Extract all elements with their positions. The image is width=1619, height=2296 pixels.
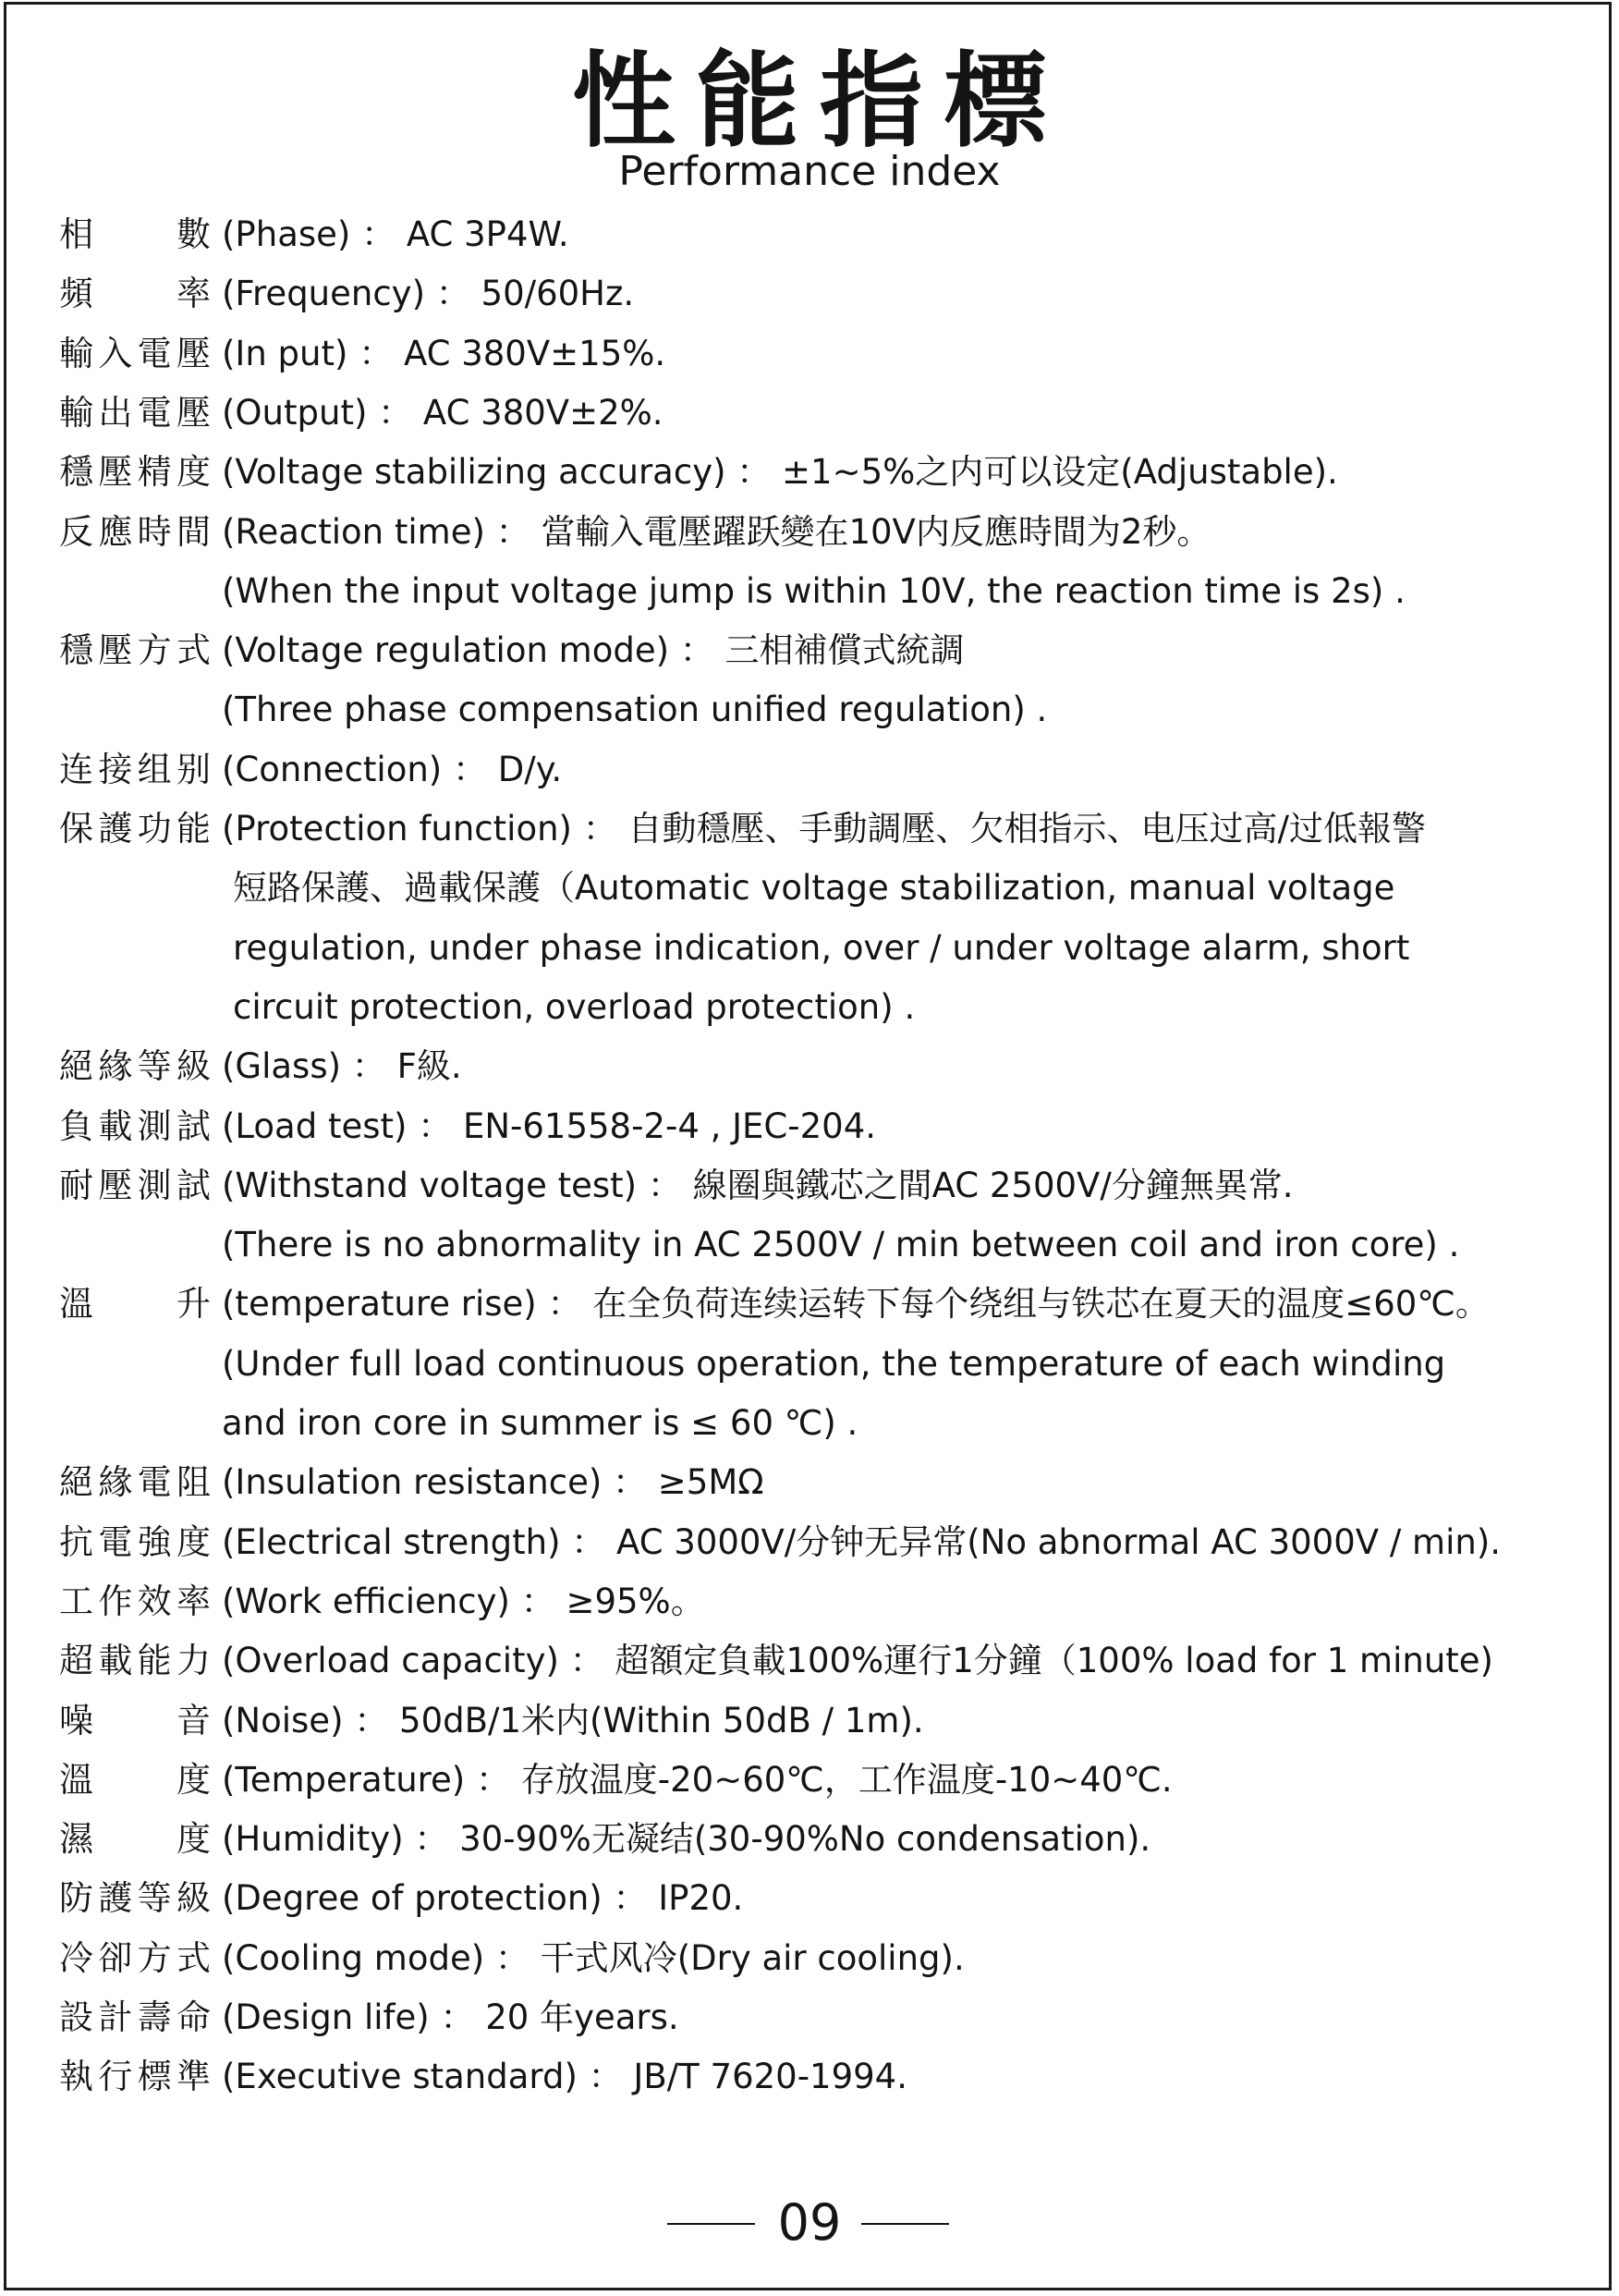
spec-label: 防護等級 [59,1878,211,1918]
spec-value: (Degree of protection) ： IP20. [222,1878,744,1918]
spec-line [0,978,1619,1037]
spec-line [0,1869,1619,1928]
spec-label: 耐壓測試 [59,1166,211,1205]
spec-line [0,503,1619,562]
spec-value: (Protection function) ： 自動穩壓、手動調壓、欠相指示、电压过高/过低報警 [222,809,1426,849]
spec-label: 超載能力 [59,1641,211,1680]
footer-rule-left [667,2223,755,2225]
spec-value: circuit protection, overload protection) . [233,987,916,1027]
spec-value: (Insulation resistance) ： ≥5MΩ [222,1462,764,1502]
spec-label: 絕緣等級 [59,1046,211,1086]
spec-line [0,621,1619,680]
spec-value: (Work efficiency) ： ≥95%。 [222,1582,705,1621]
page-title: 性能指標 [572,42,1067,162]
spec-value: (Executive standard) ： JB/T 7620-1994. [222,2057,907,2096]
spec-label: 相數 [59,214,211,254]
spec-line [0,1275,1619,1334]
spec-value: (Voltage stabilizing accuracy) ： ±1~5%之内可以设定(Adjustable). [222,452,1338,492]
spec-line [0,562,1619,621]
spec-value: (Humidity) ： 30-90%无凝结(30-90%No condensation). [222,1819,1151,1859]
spec-value: (There is no abnormality in AC 2500V / min between coil and iron core) . [222,1225,1460,1264]
spec-label: 反應時間 [59,512,211,552]
spec-line [0,800,1619,859]
page-footer [0,2191,1619,2255]
spec-line [0,384,1619,443]
spec-value: (Design life) ： 20 年years. [222,1997,679,2037]
spec-line [0,1691,1619,1751]
spec-line [0,680,1619,739]
spec-line [0,740,1619,800]
spec-value: (When the input voltage jump is within 10V, the reaction time is 2s) . [222,571,1406,611]
spec-value: (Phase) ： AC 3P4W. [222,214,569,254]
spec-value: (In put) ： AC 380V±15%. [222,334,666,373]
spec-value: (Load test) ： EN-61558-2-4 , JEC-204. [222,1106,877,1146]
spec-line [0,1215,1619,1275]
spec-value: (temperature rise) ： 在全负荷连续运转下每个绕组与铁芯在夏天的温度≤60℃。 [222,1284,1490,1324]
spec-label: 負載測試 [59,1106,211,1146]
spec-label: 穩壓方式 [59,630,211,670]
spec-label: 絕緣電阻 [59,1462,211,1502]
spec-label: 輸出電壓 [59,393,211,433]
spec-value: (Cooling mode) ： 干式风冷(Dry air cooling). [222,1938,965,1978]
spec-line [0,1988,1619,2047]
spec-line [0,1751,1619,1810]
spec-value: (Withstand voltage test) ： 線圈與鐵芯之間AC 2500V/分鐘無異常. [222,1166,1294,1205]
spec-label: 穩壓精度 [59,452,211,492]
spec-line [0,919,1619,978]
spec-label: 溫升 [59,1284,211,1324]
spec-value: (Connection) ： D/y. [222,750,563,789]
spec-label: 頻率 [59,274,211,313]
spec-line [0,264,1619,324]
spec-line [0,1097,1619,1156]
spec-line [0,1335,1619,1394]
spec-label: 工作效率 [59,1582,211,1621]
spec-label: 濕度 [59,1819,211,1859]
spec-value: (Frequency) ： 50/60Hz. [222,274,635,313]
spec-label: 冷卻方式 [59,1938,211,1978]
spec-label: 噪音 [59,1701,211,1740]
spec-value: (Output) ： AC 380V±2%. [222,393,663,433]
page-number: 09 [777,2193,842,2252]
spec-line [0,1394,1619,1453]
spec-value: (Three phase compensation unified regulation) . [222,690,1048,729]
spec-label: 连接组别 [59,750,211,789]
spec-value: (Overload capacity) ： 超額定負載100%運行1分鐘（100% load for 1 minute) [222,1641,1493,1680]
spec-value: (Glass) ： F級. [222,1046,462,1086]
spec-label: 溫度 [59,1760,211,1800]
spec-value: (Under full load continuous operation, the temperature of each winding [222,1344,1446,1384]
spec-line [0,1929,1619,1988]
spec-line [0,205,1619,264]
spec-label: 抗電強度 [59,1522,211,1562]
footer-rule-right [861,2223,949,2225]
spec-label: 保護功能 [59,809,211,849]
spec-value: (Temperature) ： 存放温度-20~60℃，工作温度-10~40℃. [222,1760,1173,1800]
spec-line [0,324,1619,384]
spec-line [0,1513,1619,1572]
spec-label: 執行標準 [59,2057,211,2096]
spec-value: (Noise) ： 50dB/1米内(Within 50dB / 1m). [222,1701,924,1740]
page-subtitle: Performance index [618,148,1001,195]
spec-line [0,2047,1619,2107]
spec-line [0,1631,1619,1691]
spec-line [0,1037,1619,1096]
spec-line [0,1810,1619,1869]
spec-value: and iron core in summer is ≤ 60 ℃) . [222,1403,858,1443]
spec-line [0,443,1619,502]
spec-label: 設計壽命 [59,1997,211,2037]
spec-line [0,859,1619,918]
spec-label: 輸入電壓 [59,334,211,373]
spec-value: regulation, under phase indication, over / under voltage alarm, short [233,928,1410,968]
spec-line [0,1453,1619,1512]
spec-value: (Reaction time) ： 當輸入電壓躍跃變在10V内反應時間为2秒。 [222,512,1211,552]
spec-line [0,1572,1619,1631]
spec-line [0,1156,1619,1215]
spec-value: (Voltage regulation mode) ： 三相補償式統調 [222,630,965,670]
spec-value: 短路保護、過載保護（Automatic voltage stabilization, manual voltage [233,868,1395,908]
spec-value: (Electrical strength) ： AC 3000V/分钟无异常(No abnormal AC 3000V / min). [222,1522,1502,1562]
